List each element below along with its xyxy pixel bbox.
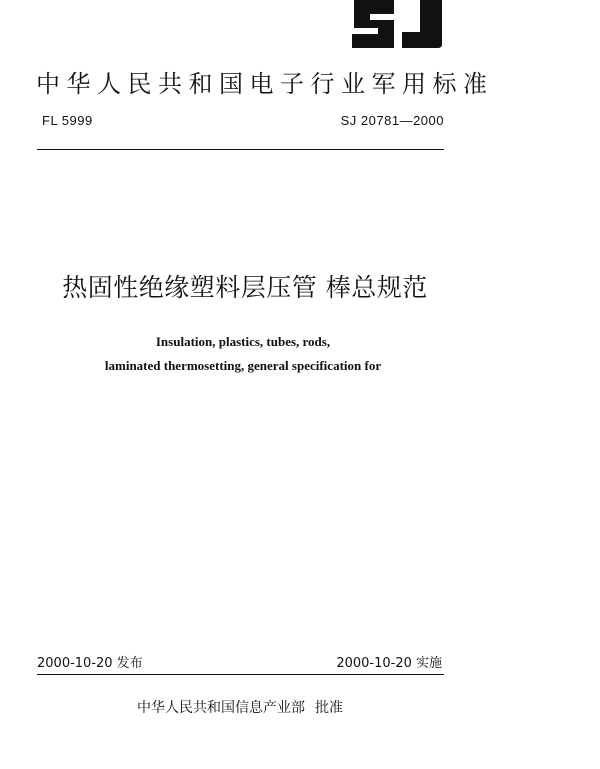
standard-category-title: 中华人民共和国电子行业军用标准 [36,70,494,98]
approval-line [0,697,480,717]
classification-code: FL 5999 [42,113,93,128]
implementation-date: 2000-10-20 实施 [336,656,442,671]
bottom-divider [37,674,444,675]
approving-authority: 中华人民共和国信息产业部 [137,700,305,716]
document-title-chinese: 热固性绝缘塑料层压管 棒总规范 [62,273,428,302]
standard-number: SJ 20781—2000 [340,113,444,128]
sj-logo [348,0,448,52]
english-title-line-2: laminated thermosetting, general specification for [104,358,382,373]
english-title-line-1: Insulation, plastics, tubes, rods, [155,334,331,349]
approval-label: 批准 [315,700,343,716]
document-title-english [0,330,486,378]
sj-logo-mark [348,0,448,52]
top-divider [37,149,444,150]
issue-date: 2000-10-20 发布 [37,656,143,671]
